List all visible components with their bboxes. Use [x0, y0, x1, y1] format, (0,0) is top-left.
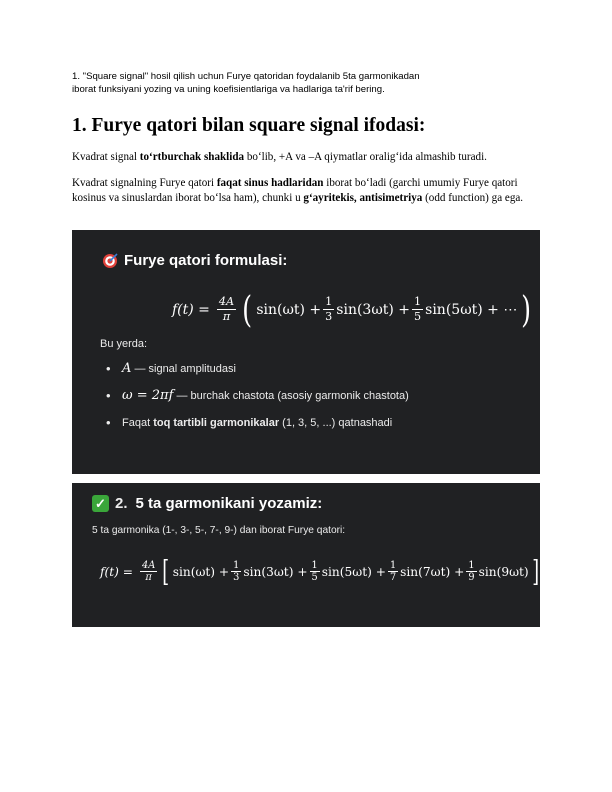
formula-term: sin(3ωt) + [336, 302, 411, 318]
text-run: iborat bo‘ladi (garchi umumiy Furye qatori kosinus va sinuslardan iborat bo‘lsa ham), chunki u [72, 177, 518, 204]
numerator: 1 [325, 295, 333, 309]
list-item [106, 387, 526, 414]
bold-run: toq tartibli garmonikalar [153, 417, 280, 429]
fraction [231, 560, 241, 584]
five-harmonics-formula [100, 549, 542, 595]
denominator: 7 [389, 572, 397, 584]
panel-title-text: 5 ta garmonikani yozamiz: [135, 495, 323, 512]
denominator: 3 [233, 572, 240, 584]
section-number: 2. [115, 495, 128, 512]
section-heading: 1. Furye qatori bilan square signal ifodasi: [72, 115, 426, 136]
numerator: 1 [233, 560, 240, 572]
open-paren: ( [242, 287, 253, 331]
fraction [217, 296, 236, 323]
target-icon [102, 253, 118, 269]
text-run: Kvadrat signal [72, 151, 140, 163]
paragraph-definition [72, 150, 542, 165]
text-run: — burchak chastota (asosiy garmonik chastota) [173, 390, 409, 402]
fraction [412, 296, 423, 323]
formula-lhs: f(t) = [172, 302, 210, 318]
formula-term: sin(ωt) + [172, 565, 230, 579]
list-item [106, 414, 526, 441]
text-run: (odd function) ga ega. [422, 191, 524, 204]
denominator: π [222, 310, 231, 324]
bold-run: g‘ayritekis, antisimetriya [303, 191, 423, 204]
formula-lhs: f(t) = [100, 565, 134, 579]
open-bracket: [ [162, 554, 170, 589]
check-mark-icon: ✓ [92, 495, 109, 512]
text-run: bo‘lib, +A va –A qiymatlar oralig‘ida almashib turadi. [244, 151, 487, 163]
formula-term: sin(7ωt) + [400, 565, 465, 579]
math-symbol: A [122, 361, 132, 376]
numerator: 1 [311, 560, 318, 572]
list-item [106, 360, 526, 387]
numerator: 1 [468, 560, 475, 572]
panel-title [92, 495, 322, 512]
task-line: iborat funksiyani yozing va uning koefisientlariga va hadlariga ta'rif bering. [72, 84, 385, 95]
formula-panel-2 [72, 483, 540, 627]
denominator: 3 [325, 310, 333, 324]
fourier-formula [172, 282, 536, 338]
denominator: 5 [414, 310, 422, 324]
math-symbol: ω = 2πf [122, 388, 174, 403]
close-bracket: ] [531, 554, 539, 589]
denominator: 5 [311, 572, 318, 584]
fraction [323, 296, 334, 323]
numerator: 4A [142, 560, 156, 572]
formula-term: sin(5ωt) + ⋯ [425, 302, 518, 318]
formula-panel-1 [72, 230, 540, 474]
numerator: 1 [414, 295, 422, 309]
bold-run: faqat sinus hadlaridan [216, 177, 324, 189]
fraction [466, 560, 476, 584]
bold-run: to‘rtburchak shaklida [139, 151, 245, 163]
denominator: 9 [468, 572, 475, 584]
text-run: Kvadrat signalning Furye qatori [72, 177, 217, 189]
numerator: 4A [218, 295, 235, 309]
formula-term: sin(5ωt) + [321, 565, 386, 579]
panel-subtitle: 5 ta garmonika (1-, 3-, 5-, 7-, 9-) dan iborat Furye qatori: [92, 525, 346, 536]
fraction [310, 560, 320, 584]
formula-term: sin(3ωt) + [243, 565, 308, 579]
where-label: Bu yerda: [100, 338, 148, 350]
fraction [388, 560, 398, 584]
panel-title-text: Furye qatori formulasi: [124, 252, 288, 269]
formula-term: sin(ωt) + [256, 302, 322, 318]
close-paren: ) [521, 287, 532, 331]
text-run: Faqat [122, 417, 154, 429]
fraction [140, 560, 157, 584]
panel-title [102, 252, 287, 269]
text-run: — signal amplitudasi [131, 363, 236, 375]
denominator: π [145, 572, 152, 584]
paragraph-fourier-series [72, 176, 542, 205]
task-statement [72, 70, 542, 96]
formula-term: sin(9ωt) [478, 565, 529, 579]
task-line: 1. "Square signal" hosil qilish uchun Furye qatoridan foydalanib 5ta garmonikadan [72, 71, 420, 82]
text-run: (1, 3, 5, ...) qatnashadi [279, 417, 393, 429]
definitions-list [106, 360, 526, 441]
numerator: 1 [389, 560, 397, 572]
